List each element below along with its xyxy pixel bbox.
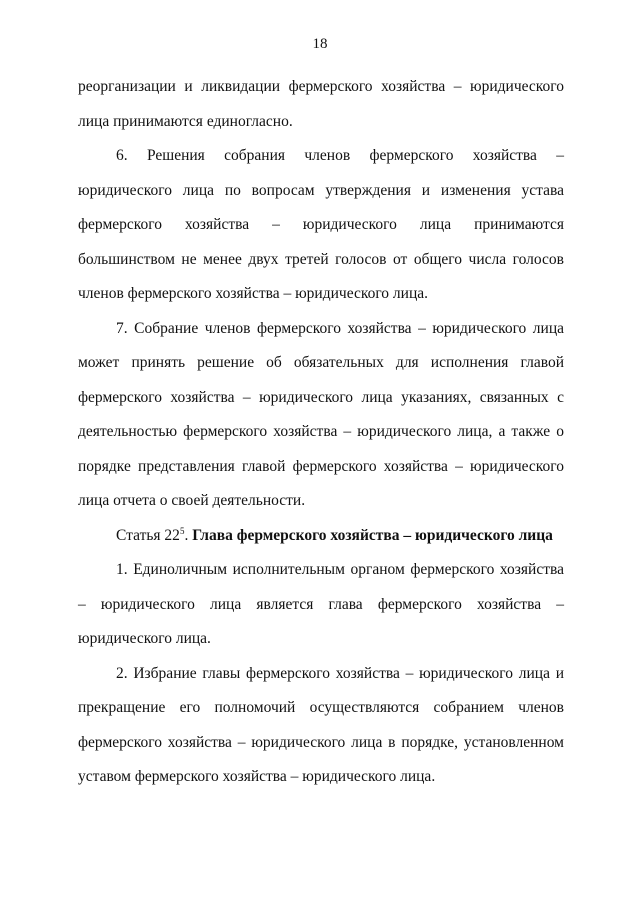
article-paragraph-2: 2. Избрание главы фермерского хозяйства – юридического лица и прекращение его полномочий осуществляются собранием членов фермерского хозяйства – юридического лица в порядке, установленном уставом фермерского хозяйства – юридического лица. bbox=[78, 664, 564, 785]
paragraph-7: 7. Собрание членов фермерского хозяйства – юридического лица может принять решение об обязательных для исполнения главой фермерского хозяйства – юридического лица указаниях, связанных с деятельностью фермерского хозяйства – юридического лица, а также о порядке представления главой фермерского хозяйства – юридического лица отчета о своей деятельности. bbox=[78, 319, 564, 509]
article-prefix: Статья 22 bbox=[116, 526, 180, 544]
article-superscript: 5 bbox=[179, 525, 185, 536]
paragraph-continuation: реорганизации и ликвидации фермерского хозяйства – юридического лица принимаются единогласно. bbox=[78, 78, 564, 130]
paragraph-6: 6. Решения собрания членов фермерского хозяйства – юридического лица по вопросам утверждения и изменения устава фермерского хозяйства – юридического лица принимаются большинством не менее двух третей голосов от общего числа голосов членов фермерского хозяйства – юридического лица. bbox=[78, 147, 564, 302]
page-number: 18 bbox=[312, 36, 328, 52]
article-title: Глава фермерского хозяйства – юридического лица bbox=[192, 526, 553, 544]
article-heading bbox=[78, 519, 564, 554]
article-suffix: . bbox=[184, 526, 189, 544]
text-body bbox=[78, 70, 564, 795]
article-paragraph-1: 1. Единоличным исполнительным органом фермерского хозяйства – юридического лица является глава фермерского хозяйства – юридического лица. bbox=[78, 561, 564, 647]
